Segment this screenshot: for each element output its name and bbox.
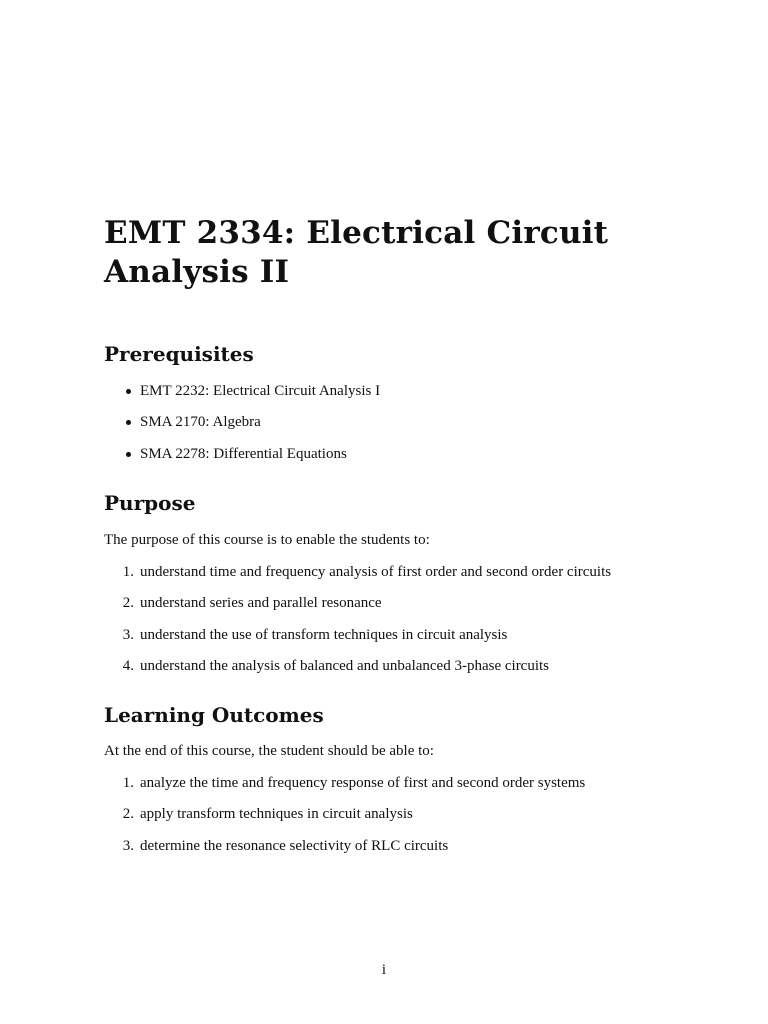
purpose-list [104,562,611,688]
list-item [104,656,611,687]
purpose-intro: The purpose of this course is to enable the students to: [104,532,430,548]
list-item [104,444,380,475]
purpose-text: understand series and parallel resonance [140,595,382,612]
page-number: i [381,962,387,978]
item-number: 1. [122,564,134,580]
prerequisite-text: EMT 2232: Electrical Circuit Analysis I [140,383,381,399]
outcome-text: determine the resonance selectivity of RLC circuits [140,837,449,854]
item-number: 3. [122,837,134,854]
bullet-icon [126,420,131,425]
bullet-icon [126,452,131,457]
course-title: EMT 2334: Electrical Circuit Analysis II [104,215,609,290]
learning-outcomes-heading: Learning Outcomes [104,703,324,727]
bullet-icon [126,389,131,394]
list-item [104,593,611,624]
outcome-text: analyze the time and frequency response of first and second order systems [140,775,586,791]
purpose-text: understand the use of transform techniques in circuit analysis [140,626,508,643]
item-number: 4. [122,658,134,675]
outcome-text: apply transform techniques in circuit analysis [140,806,413,823]
learning-outcomes-intro: At the end of this course, the student should be able to: [104,743,434,759]
purpose-text: understand the analysis of balanced and unbalanced 3-phase circuits [140,658,550,675]
item-number: 3. [122,626,134,643]
list-item [104,562,611,593]
list-item [104,773,585,804]
list-item [104,625,611,656]
item-number: 1. [122,775,134,791]
prerequisite-text: SMA 2278: Differential Equations [140,445,347,462]
purpose-heading: Purpose [104,491,196,515]
list-item [104,381,380,412]
item-number: 2. [122,595,134,612]
prerequisites-list [104,381,380,475]
list-item [104,412,380,443]
learning-outcomes-list [104,773,585,867]
list-item [104,804,585,835]
item-number: 2. [122,806,134,823]
prerequisite-text: SMA 2170: Algebra [140,414,261,431]
list-item [104,836,585,867]
purpose-text: understand time and frequency analysis of first order and second order circuits [140,564,612,580]
prerequisites-heading: Prerequisites [104,342,254,366]
